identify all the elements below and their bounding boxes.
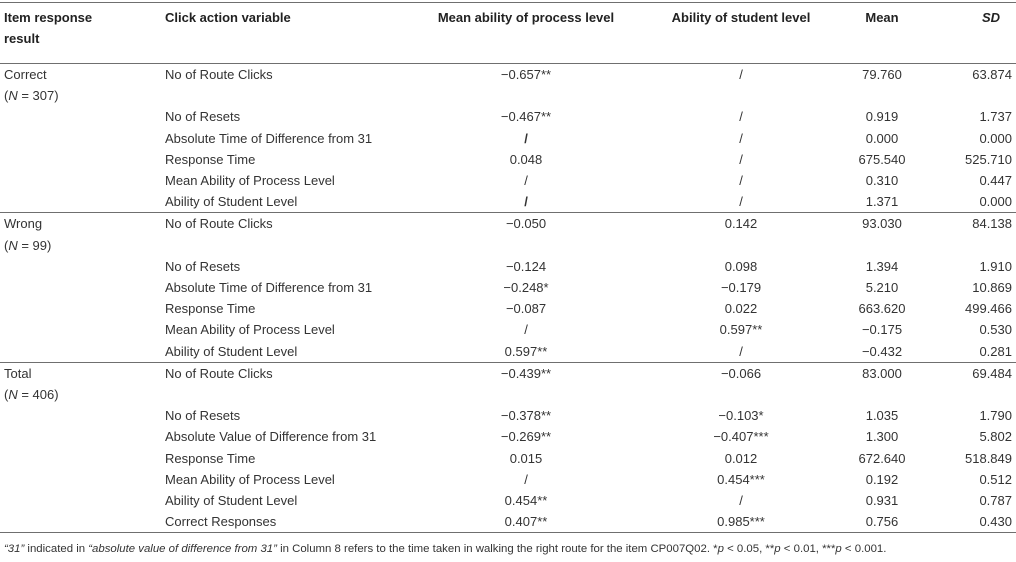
table-row (0, 341, 1016, 363)
table-row (0, 213, 1016, 256)
footnote-segment: p (835, 543, 842, 556)
cell-mean: 93.030 (852, 213, 912, 256)
cell-ability-student-level: 0.012 (724, 450, 758, 466)
cell-mean: 0.192 (865, 471, 899, 487)
cell-mean: 0.756 (865, 514, 899, 530)
cell-sd: 5.802 (979, 429, 1012, 445)
footnote-segment: in Column 8 refers to the time taken in walking the right route for the item CP007Q02. * (276, 543, 718, 556)
header-row (0, 3, 1016, 64)
cell-mean: 663.620 (858, 301, 906, 317)
cell-mean: 0.000 (865, 130, 899, 146)
cell-click-action-variable: Mean Ability of Process Level (165, 173, 335, 189)
cell-ability-student-level: / (739, 151, 743, 167)
table-row (0, 319, 1016, 340)
cell-click-action-variable: No of Route Clicks (160, 362, 422, 405)
cell-mean-ability-process-level: −0.124 (505, 258, 547, 274)
group-cell (0, 405, 160, 426)
cell-click-action-variable: Response Time (165, 151, 256, 167)
table-row (0, 511, 1016, 533)
group-n-rest: = 406) (17, 387, 59, 403)
cell-sd: 0.430 (979, 514, 1012, 530)
cell-sd: 63.874 (912, 64, 1016, 107)
footnote-segment: indicated in (24, 543, 89, 556)
group-n-open: ( (4, 387, 9, 403)
group-cell (0, 448, 160, 469)
group-cell (0, 511, 160, 533)
cell-click-action-variable: Mean Ability of Process Level (165, 471, 335, 487)
cell-mean-ability-process-level: 0.015 (509, 450, 543, 466)
cell-mean-ability-process-level: −0.050 (422, 213, 630, 256)
group-n-symbol: N (8, 237, 18, 253)
cell-click-action-variable: Mean Ability of Process Level (165, 322, 335, 338)
footnote-segment: < 0.01, *** (780, 543, 836, 556)
table-row (0, 426, 1016, 447)
cell-sd: 1.790 (979, 408, 1012, 424)
cell-ability-student-level: 0.022 (724, 301, 758, 317)
cell-click-action-variable: No of Route Clicks (160, 213, 422, 256)
group-cell (0, 341, 160, 363)
table-body (0, 64, 1016, 533)
cell-click-action-variable: Response Time (165, 450, 256, 466)
cell-ability-student-level: −0.103* (718, 408, 764, 424)
table-footnote (4, 542, 1016, 556)
cell-sd: 525.710 (965, 151, 1012, 167)
cell-mean: 83.000 (852, 362, 912, 405)
table-row (0, 128, 1016, 149)
table-row (0, 362, 1016, 405)
table-row (0, 191, 1016, 213)
cell-sd: 1.910 (979, 258, 1012, 274)
cell-sd: 0.281 (979, 343, 1012, 359)
cell-ability-student-level: / (739, 130, 743, 146)
cell-mean-ability-process-level: 0.597** (504, 343, 548, 359)
table-row (0, 170, 1016, 191)
group-label: Total (4, 365, 32, 381)
header-item-response-result (0, 3, 160, 64)
cell-ability-student-level: 0.142 (630, 213, 852, 256)
group-n-rest: = 99) (17, 237, 52, 253)
header-item-response-result-label: Item response result (4, 10, 93, 47)
group-sample-size (4, 235, 156, 256)
cell-mean-ability-process-level: / (524, 471, 528, 487)
cell-ability-student-level: 0.597** (719, 322, 763, 338)
header-mean-ability-process-level: Mean ability of process level (422, 3, 630, 64)
table-row (0, 256, 1016, 277)
cell-mean: 0.919 (865, 109, 899, 125)
group-cell (0, 490, 160, 511)
cell-ability-student-level: / (739, 173, 743, 189)
cell-ability-student-level: / (630, 64, 852, 107)
table-row (0, 448, 1016, 469)
group-n-open: ( (4, 88, 9, 104)
cell-sd: 0.000 (979, 130, 1012, 146)
cell-mean-ability-process-level: 0.407** (504, 514, 548, 530)
group-cell (0, 149, 160, 170)
cell-mean-ability-process-level: −0.087 (505, 301, 547, 317)
cell-ability-student-level: 0.098 (724, 258, 758, 274)
group-cell (0, 277, 160, 298)
group-cell (0, 426, 160, 447)
table-row (0, 490, 1016, 511)
table-header (0, 3, 1016, 64)
footnote-segment: < 0.05, ** (723, 543, 775, 556)
cell-ability-student-level: −0.179 (720, 280, 762, 296)
cell-ability-student-level: / (739, 194, 743, 210)
cell-click-action-variable: Ability of Student Level (165, 194, 298, 210)
cell-ability-student-level: / (739, 493, 743, 509)
cell-sd: 0.787 (979, 493, 1012, 509)
cell-mean: 0.310 (865, 173, 899, 189)
cell-click-action-variable: Ability of Student Level (165, 343, 298, 359)
cell-mean-ability-process-level: / (524, 322, 528, 338)
cell-mean-ability-process-level: −0.269** (500, 429, 552, 445)
table-row (0, 298, 1016, 319)
cell-mean: 1.035 (865, 408, 899, 424)
cell-mean-ability-process-level: −0.439** (422, 362, 630, 405)
group-cell (0, 362, 160, 405)
cell-ability-student-level: / (739, 109, 743, 125)
cell-click-action-variable: Ability of Student Level (165, 493, 298, 509)
cell-click-action-variable: Response Time (165, 301, 256, 317)
group-cell (0, 170, 160, 191)
footnote-segment: “31” (4, 543, 25, 556)
group-cell (0, 213, 160, 256)
cell-mean: 1.300 (865, 429, 899, 445)
cell-mean: 1.394 (865, 258, 899, 274)
cell-ability-student-level: 0.454*** (717, 471, 765, 487)
cell-mean: 0.931 (865, 493, 899, 509)
cell-mean: −0.175 (861, 322, 903, 338)
group-label: Correct (4, 67, 47, 82)
header-ability-student-level: Ability of student level (630, 3, 852, 64)
cell-ability-student-level: / (739, 343, 743, 359)
cell-sd: 69.484 (912, 362, 1016, 405)
cell-sd: 0.447 (979, 173, 1012, 189)
footnote-segment: p (717, 543, 724, 556)
group-label: Wrong (4, 216, 43, 232)
cell-mean-ability-process-level: −0.657** (422, 64, 630, 107)
group-n-symbol: N (8, 88, 18, 104)
group-cell (0, 64, 160, 107)
results-table (0, 2, 1016, 533)
table-row (0, 277, 1016, 298)
cell-mean: 675.540 (858, 151, 906, 167)
group-cell (0, 256, 160, 277)
cell-sd: 0.000 (979, 194, 1012, 210)
group-cell (0, 128, 160, 149)
cell-click-action-variable: Absolute Value of Difference from 31 (165, 429, 377, 445)
cell-ability-student-level: −0.407*** (713, 429, 769, 445)
footnote-segment: p (774, 543, 781, 556)
table-row (0, 149, 1016, 170)
cell-mean: −0.432 (861, 343, 903, 359)
cell-click-action-variable: Absolute Time of Difference from 31 (165, 130, 373, 146)
cell-mean: 1.371 (865, 194, 899, 210)
group-cell (0, 469, 160, 490)
cell-mean-ability-process-level: −0.467** (500, 109, 552, 125)
cell-sd: 1.737 (979, 109, 1012, 125)
header-click-action-variable: Click action variable (160, 3, 422, 64)
table-row (0, 469, 1016, 490)
cell-ability-student-level: 0.985*** (717, 514, 765, 530)
header-sd: SD (912, 3, 1016, 64)
cell-mean-ability-process-level: 0.048 (509, 151, 543, 167)
cell-mean: 79.760 (852, 64, 912, 107)
cell-click-action-variable: No of Resets (165, 408, 241, 424)
group-cell (0, 191, 160, 213)
cell-mean-ability-process-level: / (524, 130, 528, 146)
cell-sd: 0.512 (979, 471, 1012, 487)
table-row (0, 106, 1016, 127)
cell-sd: 0.530 (979, 322, 1012, 338)
footnote-segment: “absolute value of difference from 31” (88, 543, 277, 556)
footnote-segment: < 0.001. (841, 543, 887, 556)
table-row (0, 64, 1016, 107)
table-row (0, 405, 1016, 426)
cell-click-action-variable: No of Route Clicks (160, 64, 422, 107)
cell-ability-student-level: −0.066 (630, 362, 852, 405)
cell-click-action-variable: No of Resets (165, 258, 241, 274)
cell-mean-ability-process-level: −0.248* (503, 280, 549, 296)
group-cell (0, 106, 160, 127)
cell-mean-ability-process-level: / (524, 173, 528, 189)
group-n-open: ( (4, 237, 9, 253)
cell-mean-ability-process-level: 0.454** (504, 493, 548, 509)
cell-sd: 499.466 (965, 301, 1012, 317)
cell-click-action-variable: No of Resets (165, 109, 241, 125)
cell-mean: 5.210 (865, 280, 899, 296)
group-sample-size (4, 384, 156, 405)
header-mean: Mean (852, 3, 912, 64)
cell-mean-ability-process-level: −0.378** (500, 408, 552, 424)
cell-mean: 672.640 (858, 450, 906, 466)
cell-click-action-variable: Correct Responses (165, 514, 277, 530)
cell-sd: 84.138 (912, 213, 1016, 256)
group-n-rest: = 307) (17, 88, 59, 104)
group-cell (0, 319, 160, 340)
cell-sd: 518.849 (965, 450, 1012, 466)
cell-click-action-variable: Absolute Time of Difference from 31 (165, 280, 373, 296)
cell-sd: 10.869 (972, 280, 1012, 296)
group-cell (0, 298, 160, 319)
group-n-symbol: N (8, 387, 18, 403)
group-sample-size (4, 85, 156, 106)
cell-mean-ability-process-level: / (524, 194, 528, 210)
